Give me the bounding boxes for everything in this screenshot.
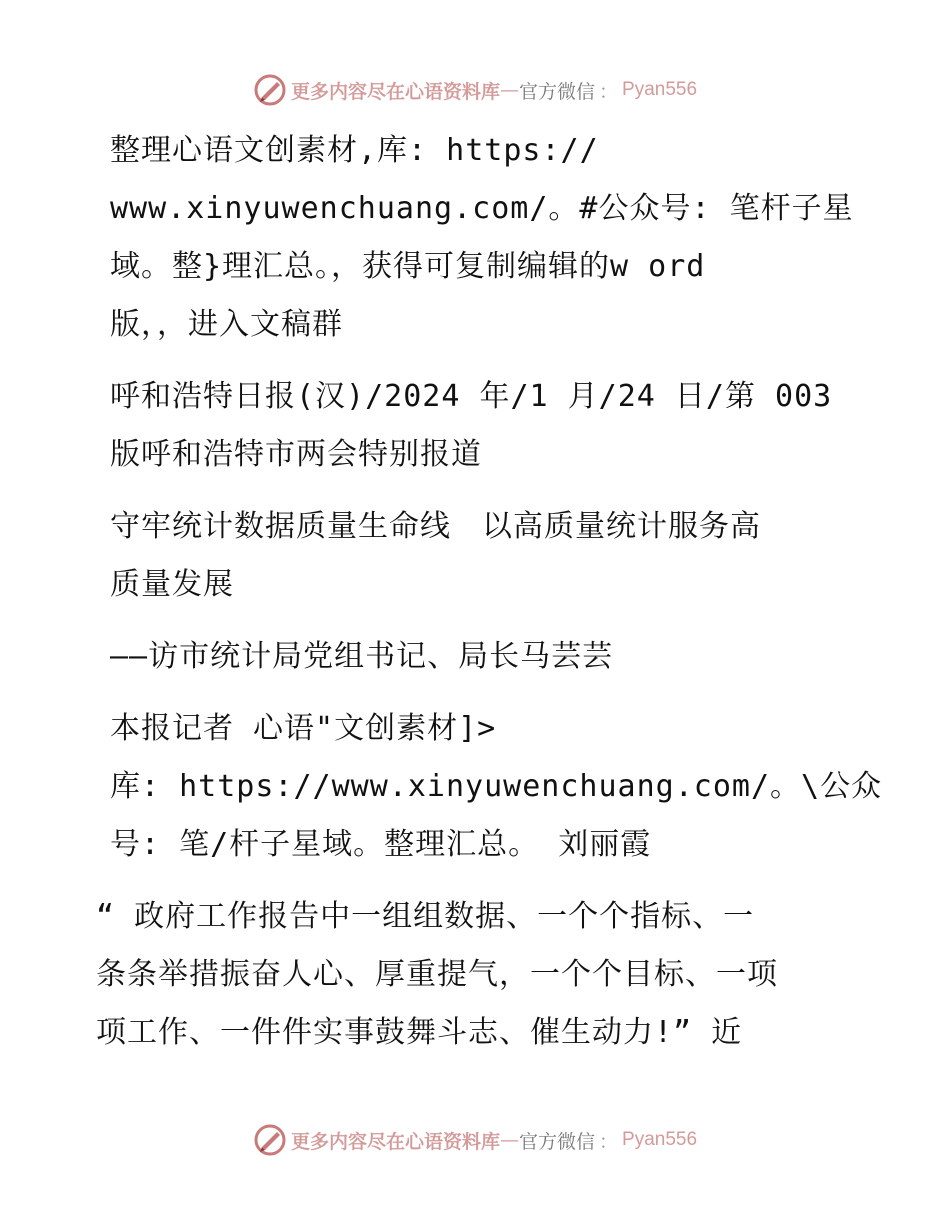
paragraph-article-title [96, 498, 856, 614]
header-watermark-banner [0, 70, 950, 110]
text-line: 整理心语文创素材,库: https:// [110, 133, 599, 168]
text-line: 呼和浩特日报(汉)/2024 年/1 月/24 日/第 003 [110, 379, 833, 414]
text-line: www.xinyuwenchuang.com/。#公众号: 笔杆子星 [110, 191, 854, 226]
paragraph-publication-info [96, 368, 856, 484]
banner-wechat-id: Pyan556 [622, 79, 698, 100]
document-body [96, 122, 883, 1076]
text-line: 版呼和浩特市两会特别报道 [110, 437, 482, 472]
text-line: 号: 笔/杆子星域。整理汇总。 刘丽霞 [110, 827, 652, 862]
banner-official-label: 官方微信 [518, 1130, 595, 1153]
text-line: ——访市统计局党组书记、局长马芸芸 [110, 639, 614, 674]
pen-logo-icon [253, 1123, 287, 1157]
text-line: 条条举措振奋人心、厚重提气，一个个目标、一项 [96, 957, 778, 992]
banner-colon: ： [599, 80, 619, 103]
footer-watermark-banner [0, 1120, 950, 1160]
banner-colon: ： [599, 1130, 619, 1153]
text-line: “ 政府工作报告中一组组数据、一个个指标、一 [96, 899, 755, 934]
text-line: 域。整}理汇总。，获得可复制编辑的w ord [110, 249, 706, 284]
banner-dash: — [499, 1129, 519, 1151]
banner-wechat-id: Pyan556 [622, 1129, 698, 1150]
text-line: 本报记者 心语"文创素材]> [110, 711, 497, 746]
banner-dash: — [499, 79, 519, 101]
pen-logo-icon [253, 73, 287, 107]
paragraph-byline [96, 700, 883, 874]
paragraph-subtitle [96, 628, 856, 686]
banner-official-label: 官方微信 [518, 80, 595, 103]
banner-main-text: 更多内容尽在心语资料库 [290, 80, 500, 103]
text-line: 项工作、一件件实事鼓舞斗志、催生动力!” 近 [96, 1015, 743, 1050]
text-line: 质量发展 [110, 567, 234, 602]
paragraph-source-note [96, 122, 856, 354]
paragraph-body [96, 888, 856, 1062]
banner-main-text: 更多内容尽在心语资料库 [290, 1130, 500, 1153]
text-line: 版，，进入文稿群 [110, 307, 343, 342]
text-line: 守牢统计数据质量生命线 以高质量统计服务高 [110, 509, 761, 544]
text-line: 库: https://www.xinyuwenchuang.com/。\公众 [110, 769, 883, 804]
